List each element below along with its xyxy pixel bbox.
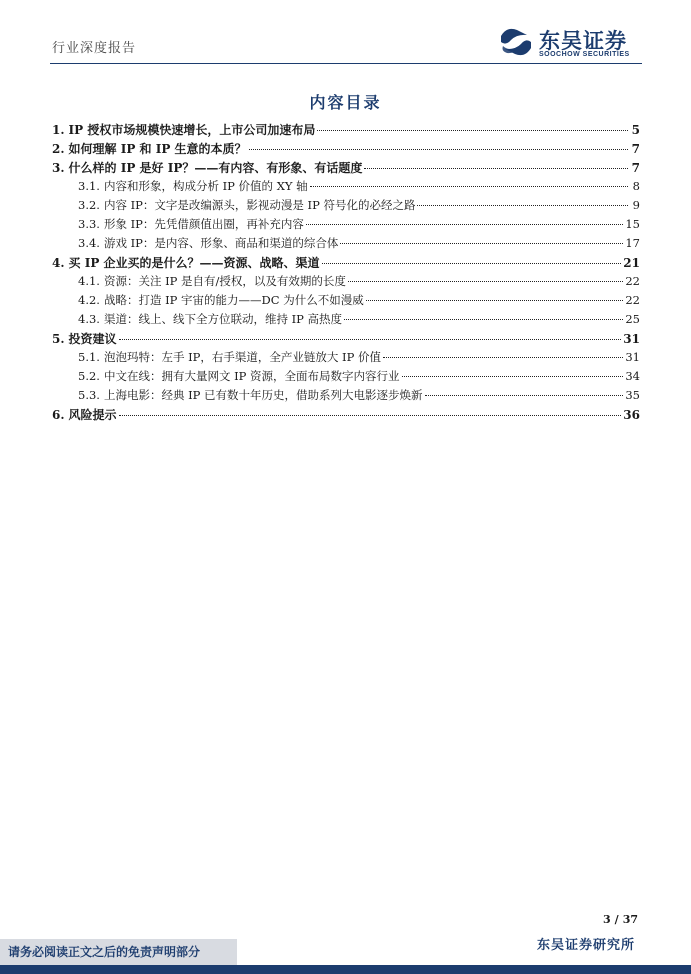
toc-dot-leader bbox=[417, 205, 628, 206]
toc-entry[interactable] bbox=[52, 254, 640, 273]
toc-entry-number: 4.3. bbox=[78, 312, 100, 326]
page-current: 3 bbox=[603, 913, 611, 926]
toc-entry[interactable] bbox=[52, 292, 640, 311]
logo-wordmark-cn: 东吴证券 bbox=[539, 29, 627, 53]
soochow-logo-icon bbox=[497, 24, 535, 60]
toc-entry-title: 内容 IP：文字是改编源头，影视动漫是 IP 符号化的必经之路 bbox=[103, 198, 416, 212]
toc-entry[interactable] bbox=[52, 197, 640, 216]
toc-dot-leader bbox=[249, 149, 628, 150]
toc-entry-title: 中文在线：拥有大量网文 IP 资源，全面布局数字内容行业 bbox=[103, 369, 400, 383]
toc-entry-number: 3.4. bbox=[78, 236, 100, 250]
toc-entry-title: 如何理解 IP 和 IP 生意的本质？ bbox=[68, 142, 247, 156]
toc-entry-title: 上海电影：经典 IP 已有数十年历史，借助系列大电影逐步焕新 bbox=[103, 388, 423, 402]
toc-entry-number: 4. bbox=[52, 256, 65, 270]
toc-entry[interactable] bbox=[52, 349, 640, 368]
toc-entry-page: 9 bbox=[632, 198, 640, 212]
disclaimer-notice: 请务必阅读正文之后的免责声明部分 bbox=[0, 939, 237, 965]
toc-entry-page: 21 bbox=[623, 256, 640, 270]
toc-entry-number: 5. bbox=[52, 332, 65, 346]
toc-entry[interactable] bbox=[52, 387, 640, 406]
toc-entry-page: 35 bbox=[625, 388, 640, 402]
page-number: 3 / 37 bbox=[603, 913, 638, 926]
toc-entry-number: 5.2. bbox=[78, 369, 100, 383]
toc-dot-leader bbox=[402, 376, 624, 377]
toc-entry[interactable] bbox=[52, 330, 640, 349]
toc-entry-page: 17 bbox=[625, 236, 640, 250]
footer-bar bbox=[0, 965, 691, 974]
toc-entry-number: 4.2. bbox=[78, 293, 100, 307]
toc-entry-number: 5.3. bbox=[78, 388, 100, 402]
toc-dot-leader bbox=[310, 186, 628, 187]
report-type-label: 行业深度报告 bbox=[52, 41, 137, 56]
toc-dot-leader bbox=[119, 339, 622, 340]
toc-entry-number: 3.3. bbox=[78, 217, 100, 231]
toc-entry[interactable] bbox=[52, 406, 640, 425]
toc-entry-number: 2. bbox=[52, 142, 65, 156]
toc-entry[interactable] bbox=[52, 235, 640, 254]
toc-entry-title: 战略：打造 IP 宇宙的能力——DC 为什么不如漫威 bbox=[103, 293, 364, 307]
toc-entry-page: 22 bbox=[625, 274, 640, 288]
toc-dot-leader bbox=[317, 130, 628, 131]
toc-dot-leader bbox=[366, 300, 624, 301]
toc-dot-leader bbox=[348, 281, 623, 282]
toc-entry[interactable] bbox=[52, 121, 640, 140]
toc-entry-title: 风险提示 bbox=[68, 408, 117, 422]
toc-dot-leader bbox=[383, 357, 623, 358]
toc-entry[interactable] bbox=[52, 311, 640, 330]
institute-name: 东吴证券研究所 bbox=[536, 938, 635, 953]
toc-entry[interactable] bbox=[52, 368, 640, 387]
toc-entry-page: 36 bbox=[623, 408, 640, 422]
toc-entry-title: 泡泡玛特：左手 IP，右手渠道，全产业链放大 IP 价值 bbox=[103, 350, 381, 364]
company-logo bbox=[497, 24, 647, 64]
header-divider bbox=[50, 63, 642, 64]
toc-entry-title: 形象 IP：先凭借颜值出圈，再补充内容 bbox=[103, 217, 304, 231]
toc-entry-number: 6. bbox=[52, 408, 65, 422]
toc-entry-page: 15 bbox=[625, 217, 640, 231]
toc-title: 内容目录 bbox=[309, 93, 382, 112]
logo-wordmark-en: SOOCHOW SECURITIES bbox=[539, 51, 630, 58]
toc-entry-number: 3.2. bbox=[78, 198, 100, 212]
toc-entry-title: 游戏 IP：是内容、形象、商品和渠道的综合体 bbox=[103, 236, 339, 250]
toc-entry-number: 3. bbox=[52, 161, 65, 175]
toc-entry-title: 资源：关注 IP 是自有/授权，以及有效期的长度 bbox=[103, 274, 346, 288]
toc-entry-title: 渠道：线上、线下全方位联动，维持 IP 高热度 bbox=[103, 312, 343, 326]
toc-dot-leader bbox=[340, 243, 623, 244]
toc-dot-leader bbox=[425, 395, 624, 396]
toc-entry-title: 买 IP 企业买的是什么？——资源、战略、渠道 bbox=[68, 256, 320, 270]
toc-entry-number: 1. bbox=[52, 123, 65, 137]
toc-entry-page: 7 bbox=[631, 161, 640, 175]
toc-entry-page: 7 bbox=[631, 142, 640, 156]
page-total: 37 bbox=[622, 913, 638, 926]
toc-entry-title: 什么样的 IP 是好 IP？——有内容、有形象、有话题度 bbox=[68, 161, 363, 175]
toc-entry-title: 投资建议 bbox=[68, 332, 117, 346]
toc-entry[interactable] bbox=[52, 159, 640, 178]
toc-dot-leader bbox=[344, 319, 623, 320]
toc-entry-page: 25 bbox=[625, 312, 640, 326]
toc-entry[interactable] bbox=[52, 216, 640, 235]
table-of-contents bbox=[52, 121, 640, 425]
toc-entry-page: 31 bbox=[625, 350, 640, 364]
toc-entry[interactable] bbox=[52, 273, 640, 292]
toc-entry[interactable] bbox=[52, 178, 640, 197]
toc-entry-number: 3.1. bbox=[78, 179, 100, 193]
toc-entry-number: 5.1. bbox=[78, 350, 100, 364]
toc-dot-leader bbox=[306, 224, 623, 225]
toc-entry-page: 31 bbox=[623, 332, 640, 346]
toc-entry-page: 34 bbox=[625, 369, 640, 383]
toc-entry-number: 4.1. bbox=[78, 274, 100, 288]
toc-entry-page: 5 bbox=[631, 123, 640, 137]
toc-dot-leader bbox=[119, 415, 622, 416]
toc-dot-leader bbox=[364, 168, 628, 169]
toc-dot-leader bbox=[322, 263, 622, 264]
toc-entry-page: 22 bbox=[625, 293, 640, 307]
toc-entry[interactable] bbox=[52, 140, 640, 159]
toc-entry-title: 内容和形象，构成分析 IP 价值的 XY 轴 bbox=[103, 179, 308, 193]
toc-entry-page: 8 bbox=[632, 179, 640, 193]
toc-entry-title: IP 授权市场规模快速增长，上市公司加速布局 bbox=[68, 123, 316, 137]
